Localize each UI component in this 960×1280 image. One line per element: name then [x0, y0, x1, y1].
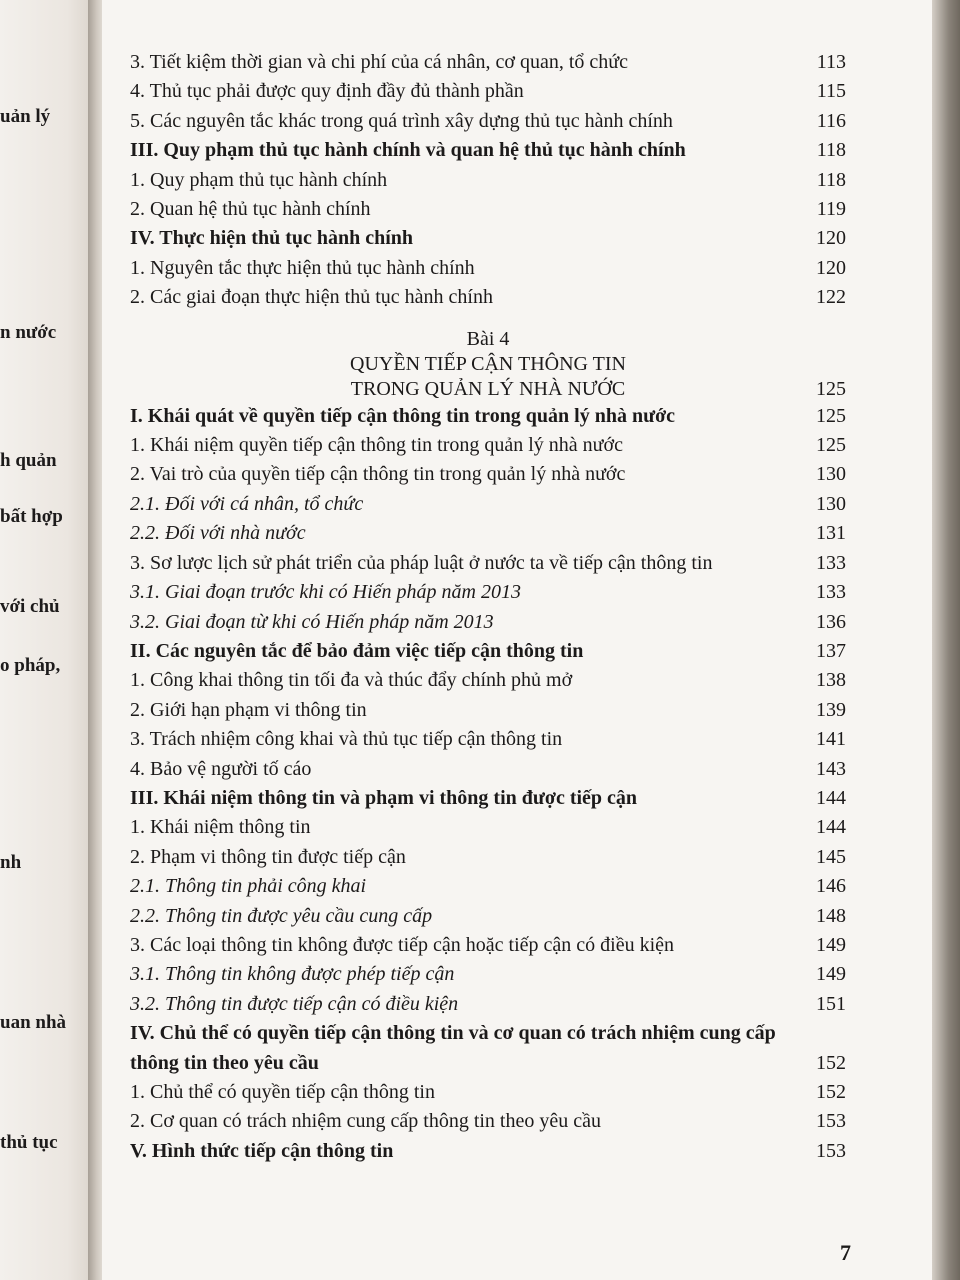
toc-entry-page: 122	[816, 286, 846, 309]
prev-page-text: n nước	[0, 322, 57, 343]
toc-entry-page: 149	[816, 933, 846, 956]
toc-entry	[130, 490, 846, 519]
toc-entry-title: 2. Quan hệ thủ tục hành chính	[130, 198, 371, 221]
toc-entry-page: 144	[816, 816, 846, 839]
toc-entry-title: 2. Cơ quan có trách nhiệm cung cấp thông tin theo yêu cầu	[130, 1110, 601, 1133]
toc-entry	[130, 931, 846, 960]
toc-entry	[130, 784, 846, 813]
chapter-title-line2: TRONG QUẢN LÝ NHÀ NƯỚC	[350, 377, 626, 400]
toc-entry-page: 116	[816, 109, 846, 132]
prev-page-text: h quản	[0, 450, 57, 471]
toc-entry-title: 3. Các loại thông tin không được tiếp cận hoặc tiếp cận có điều kiện	[130, 933, 675, 956]
toc-entry-title: 1. Quy phạm thủ tục hành chính	[130, 168, 388, 191]
toc-entry-page: 120	[816, 227, 846, 250]
toc-entry-title: IV. Chủ thể có quyền tiếp cận thông tin và cơ quan có trách nhiệm cung cấp thông tin theo yêu cầu	[130, 1022, 776, 1074]
toc-entry-title: 3.2. Giai đoạn từ khi có Hiến pháp năm 2013	[130, 610, 494, 633]
toc-section-chapter	[130, 402, 846, 1167]
toc-entry-title: 4. Bảo vệ người tố cáo	[130, 757, 312, 780]
toc-entry	[130, 725, 846, 754]
toc-entry-title: V. Hình thức tiếp cận thông tin	[130, 1139, 394, 1162]
toc-entry-page: 133	[816, 581, 846, 604]
toc-entry-page: 153	[816, 1139, 846, 1162]
toc-entry	[130, 48, 846, 77]
toc-entry	[130, 519, 846, 548]
toc-entry-title: 2. Giới hạn phạm vi thông tin	[130, 698, 367, 721]
toc-section-top	[130, 48, 846, 313]
toc-entry-page: 118	[816, 168, 846, 191]
table-of-contents	[130, 48, 846, 1166]
toc-entry-page: 118	[816, 139, 846, 162]
toc-entry-title: 3. Sơ lược lịch sử phát triển của pháp luật ở nước ta về tiếp cận thông tin	[130, 551, 713, 574]
toc-entry-title: 1. Nguyên tắc thực hiện thủ tục hành chính	[130, 256, 475, 279]
toc-entry	[130, 107, 846, 136]
toc-entry-page: 130	[816, 463, 846, 486]
toc-entry-title: 2. Phạm vi thông tin được tiếp cận	[130, 845, 406, 868]
prev-page-text: với chủ	[0, 596, 60, 617]
toc-entry-page: 143	[816, 757, 846, 780]
toc-entry-page: 148	[816, 904, 846, 927]
toc-entry-page: 136	[816, 610, 846, 633]
toc-entry-page: 144	[816, 786, 846, 809]
toc-entry	[130, 637, 846, 666]
toc-entry	[130, 960, 846, 989]
toc-entry-title: 1. Công khai thông tin tối đa và thúc đẩy chính phủ mở	[130, 669, 573, 692]
toc-entry-title: 3.1. Giai đoạn trước khi có Hiến pháp năm 2013	[130, 581, 521, 604]
toc-entry	[130, 843, 846, 872]
toc-entry	[130, 990, 846, 1019]
prev-page-text: uản lý	[0, 106, 51, 127]
toc-entry-page: 115	[816, 80, 846, 103]
toc-entry-page: 145	[816, 845, 846, 868]
toc-entry-page: 138	[816, 669, 846, 692]
toc-entry-page: 125	[816, 404, 846, 427]
toc-entry-page: 141	[816, 728, 846, 751]
prev-page-text: bất hợp	[0, 506, 63, 527]
toc-entry-page: 125	[816, 434, 846, 457]
toc-entry-title: 2. Vai trò của quyền tiếp cận thông tin trong quản lý nhà nước	[130, 463, 626, 486]
toc-entry-title: 3. Tiết kiệm thời gian và chi phí của cá nhân, cơ quan, tổ chức	[130, 51, 628, 73]
toc-entry-page: 120	[816, 256, 846, 279]
toc-entry-title: 2.2. Thông tin được yêu cầu cung cấp	[130, 904, 433, 927]
toc-entry	[130, 608, 846, 637]
chapter-title-line1: QUYỀN TIẾP CẬN THÔNG TIN	[350, 352, 626, 375]
toc-entry-title: III. Quy phạm thủ tục hành chính và quan hệ thủ tục hành chính	[130, 139, 686, 162]
page-edge	[932, 0, 960, 1280]
toc-entry	[130, 813, 846, 842]
toc-entry-title: III. Khái niệm thông tin và phạm vi thông tin được tiếp cận	[130, 786, 638, 809]
toc-page	[102, 0, 932, 1280]
toc-entry-title: 2.1. Đối với cá nhân, tổ chức	[130, 492, 364, 515]
toc-entry	[130, 1078, 846, 1107]
toc-entry-title: 1. Khái niệm quyền tiếp cận thông tin trong quản lý nhà nước	[130, 434, 623, 457]
toc-entry	[130, 872, 846, 901]
toc-entry-title: I. Khái quát về quyền tiếp cận thông tin trong quản lý nhà nước	[130, 404, 676, 427]
prev-page-text: o pháp,	[0, 655, 61, 676]
toc-entry	[130, 1107, 846, 1136]
toc-entry-page: 139	[816, 698, 846, 721]
toc-entry-page: 130	[816, 492, 846, 515]
toc-entry-page: 131	[816, 522, 846, 545]
prev-page-text: uan nhà	[0, 1012, 67, 1033]
toc-entry-title: 2.2. Đối với nhà nước	[130, 522, 306, 545]
toc-entry	[130, 755, 846, 784]
toc-entry	[130, 77, 846, 106]
toc-entry	[130, 578, 846, 607]
chapter-heading	[130, 327, 846, 402]
toc-entry-page: 137	[816, 639, 846, 662]
toc-entry	[130, 283, 846, 312]
toc-entry-title: IV. Thực hiện thủ tục hành chính	[130, 227, 414, 250]
toc-entry-page: 133	[816, 551, 846, 574]
toc-entry-title: 4. Thủ tục phải được quy định đầy đủ thành phần	[130, 80, 524, 103]
previous-page	[0, 0, 96, 1280]
chapter-number: Bài 4	[466, 327, 510, 350]
toc-entry-page: 119	[816, 198, 846, 221]
toc-entry	[130, 402, 846, 431]
toc-entry-page: 149	[816, 963, 846, 986]
toc-entry-title: 2.1. Thông tin phải công khai	[130, 875, 367, 898]
prev-page-text: thủ tục	[0, 1132, 58, 1153]
toc-entry	[130, 696, 846, 725]
chapter-page: 125	[816, 377, 846, 400]
toc-entry	[130, 1137, 846, 1166]
toc-entry	[130, 166, 846, 195]
toc-entry-page: 146	[816, 875, 846, 898]
toc-entry	[130, 902, 846, 931]
toc-entry	[130, 549, 846, 578]
toc-entry-title: 3. Trách nhiệm công khai và thủ tục tiếp cận thông tin	[130, 728, 563, 751]
toc-entry-title: II. Các nguyên tắc để bảo đảm việc tiếp cận thông tin	[130, 639, 584, 662]
toc-entry-title: 3.1. Thông tin không được phép tiếp cận	[130, 963, 455, 986]
toc-entry	[130, 460, 846, 489]
prev-page-text: nh	[0, 852, 22, 873]
toc-entry	[130, 195, 846, 224]
toc-entry	[130, 1019, 846, 1078]
toc-entry-title: 1. Chủ thể có quyền tiếp cận thông tin	[130, 1081, 435, 1103]
toc-entry-title: 3.2. Thông tin được tiếp cận có điều kiện	[130, 992, 459, 1015]
toc-entry	[130, 224, 846, 253]
toc-entry	[130, 136, 846, 165]
toc-entry-title: 1. Khái niệm thông tin	[130, 816, 311, 839]
page-number: 7	[840, 1240, 851, 1265]
toc-entry-title: 5. Các nguyên tắc khác trong quá trình xây dựng thủ tục hành chính	[130, 109, 673, 132]
toc-entry-page: 152	[816, 1051, 846, 1074]
toc-entry-title: 2. Các giai đoạn thực hiện thủ tục hành chính	[130, 286, 493, 309]
toc-entry-page: 153	[816, 1110, 846, 1133]
toc-entry-page: 151	[816, 992, 846, 1015]
toc-entry-page: 152	[816, 1081, 846, 1103]
toc-entry	[130, 431, 846, 460]
toc-entry	[130, 666, 846, 695]
toc-entry-page: 113	[816, 51, 846, 73]
toc-entry	[130, 254, 846, 283]
